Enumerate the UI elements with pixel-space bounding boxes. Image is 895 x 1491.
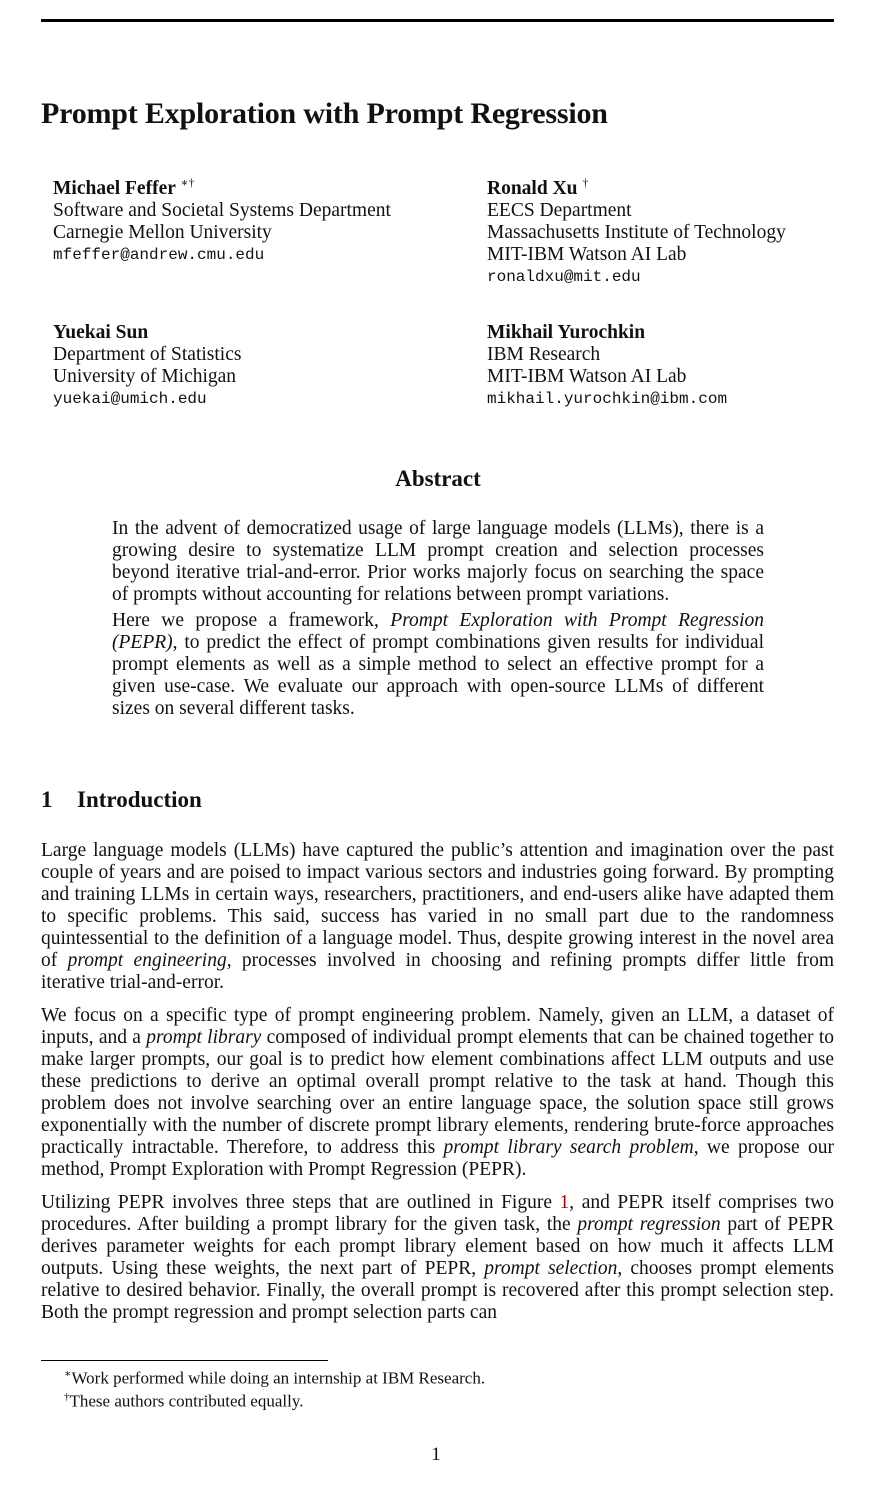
author-email[interactable]: yuekai@umich.edu (53, 390, 207, 408)
affiliation-line: Carnegie Mellon University (53, 222, 272, 243)
author-block-yurochkin (487, 322, 727, 410)
affiliation-line: IBM Research (487, 344, 601, 365)
abstract-heading: Abstract (395, 466, 481, 491)
section-title: Introduction (77, 787, 202, 812)
author-marks: ∗† (180, 175, 195, 190)
author-email[interactable]: mfeffer@andrew.cmu.edu (53, 246, 265, 264)
footnote-text: These authors contributed equally. (69, 1391, 304, 1411)
paper-title: Prompt Exploration with Prompt Regression (41, 97, 608, 130)
author-email[interactable]: ronaldxu@mit.edu (487, 268, 641, 286)
affiliation-line: Department of Statistics (53, 344, 242, 365)
section-heading-introduction (41, 787, 202, 813)
body-paragraph: Utilizing PEPR involves three steps that are outlined in Figure 1, and PEPR itself comprises two procedures. After building a prompt library for the given task, the prompt regression part of PEPR derives parameter weights for each prompt library element based on how much it affects LLM outputs. Using these weights, the next part of PEPR, prompt selection, chooses prompt elements relative to desired behavior. Finally, the overall prompt is recovered after this prompt selection step. Both the prompt regression and prompt selection parts can (41, 1192, 835, 1323)
affiliation-line: University of Michigan (53, 366, 237, 387)
abstract-paragraph: Here we propose a framework, Prompt Exploration with Prompt Regression (PEPR), to predict the effect of prompt combinations given results for individual prompt elements as well as a simple method to select an effective prompt for a given use-case. We evaluate our approach with open-source LLMs of different sizes on several different tasks. (112, 610, 764, 719)
footnote (64, 1387, 304, 1412)
footnote-mark: † (64, 1391, 70, 1403)
affiliation-line: Massachusetts Institute of Technology (487, 222, 786, 243)
author-name: Mikhail Yurochkin (487, 322, 646, 343)
abstract-paragraph: In the advent of democratized usage of large language models (LLMs), there is a growing desire to systematize LLM prompt creation and selection processes beyond iterative trial-and-error. Prior works majorly focus on searching the space of prompts without accounting for relations between prompt variations. (112, 518, 764, 605)
author-email[interactable]: mikhail.yurochkin@ibm.com (487, 390, 728, 408)
introduction-body (41, 840, 834, 1335)
figure-reference-link[interactable]: 1 (559, 1192, 570, 1213)
footnote-rule (41, 1360, 328, 1361)
top-rule (41, 19, 834, 22)
footnote-mark: ∗ (64, 1368, 72, 1380)
affiliation-line: MIT-IBM Watson AI Lab (487, 366, 687, 387)
abstract-body (112, 518, 764, 724)
framework-name: Prompt Exploration with Prompt Regression (PEPR) (112, 610, 764, 653)
affiliation-line: Software and Societal Systems Department (53, 200, 391, 221)
author-block-sun (53, 322, 241, 410)
author-block-xu (487, 175, 786, 288)
body-paragraph: Large language models (LLMs) have captured the public’s attention and imagination over the past couple of years and are poised to impact various sectors and industries going forward. By prompting and training LLMs in certain ways, researchers, practitioners, and end-users alike have adapted them to specific problems. This said, success has varied in no small part due to the randomness quintessential to the definition of a language model. Thus, despite growing interest in the novel area of prompt engineering, processes involved in choosing and refining prompts differ little from iterative trial-and-error. (41, 840, 834, 993)
footnote (64, 1364, 485, 1389)
author-marks: † (582, 175, 589, 190)
affiliation-line: MIT-IBM Watson AI Lab (487, 244, 687, 265)
author-name: Yuekai Sun (53, 322, 149, 343)
body-paragraph: We focus on a specific type of prompt engineering problem. Namely, given an LLM, a dataset of inputs, and a prompt library composed of individual prompt elements that can be chained together to make larger prompts, our goal is to predict how element combinations affect LLM outputs and use these predictions to derive an optimal overall prompt relative to the task at hand. Though this problem does not involve searching over an entire language space, the solution space still grows exponentially with the number of discrete prompt library elements, rendering brute-force approaches practically intractable. Therefore, to address this prompt library search problem, we propose our method, Prompt Exploration with Prompt Regression (PEPR). (41, 1005, 834, 1180)
author-block-feffer (53, 175, 391, 266)
section-number: 1 (41, 787, 53, 812)
footnote-text: Work performed while doing an internship at IBM Research. (71, 1368, 486, 1388)
author-name: Ronald Xu (487, 178, 578, 199)
page-number: 1 (431, 1444, 441, 1465)
author-name: Michael Feffer (53, 178, 176, 199)
affiliation-line: EECS Department (487, 200, 632, 221)
